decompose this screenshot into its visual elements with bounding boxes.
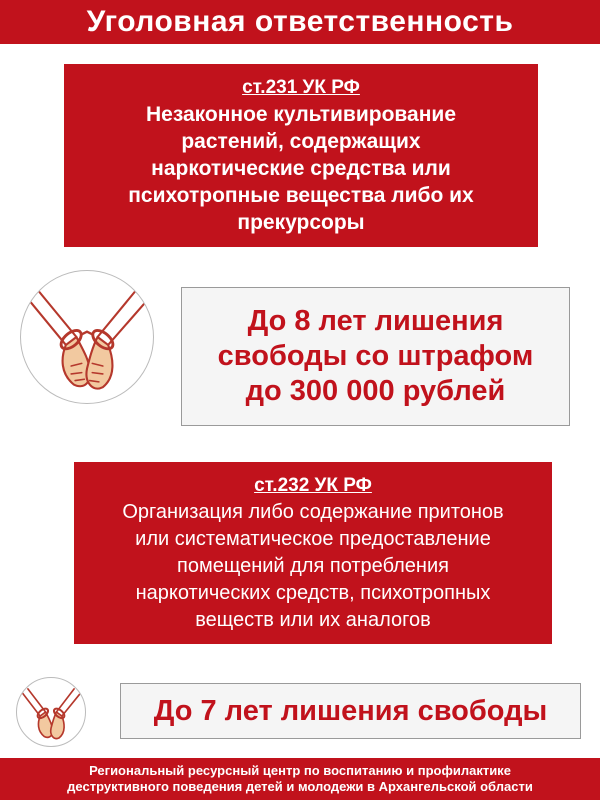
handcuffed-hands-icon bbox=[20, 270, 154, 404]
article-232-penalty-box bbox=[120, 683, 581, 739]
page-title: Уголовная ответственность bbox=[86, 5, 514, 38]
article-232-box bbox=[74, 462, 552, 644]
article-231-description: Незаконное культивирование растений, содержащих наркотические средства или психотропные вещества либо их прекурсоры bbox=[128, 103, 474, 234]
footer-banner bbox=[0, 758, 600, 800]
article-232-penalty: До 7 лет лишения свободы bbox=[153, 695, 548, 727]
handcuffed-hands-drawing-small bbox=[17, 678, 85, 746]
header-banner bbox=[0, 0, 600, 44]
handcuffed-hands-drawing bbox=[21, 271, 153, 403]
article-231-penalty-box bbox=[181, 287, 570, 426]
article-232-code: ст.232 УК РФ bbox=[254, 474, 372, 496]
footer-organization: Региональный ресурсный центр по воспитанию и профилактике деструктивного поведения детей и молодежи в Архангельской области bbox=[67, 763, 533, 794]
handcuffed-hands-icon bbox=[16, 677, 86, 747]
article-231-penalty: До 8 лет лишения свободы со штрафом до 300 000 рублей bbox=[217, 305, 534, 407]
article-232-description: Организация либо содержание притонов или систематическое предоставление помещений для потребления наркотических средств, психотропных веществ или их аналогов bbox=[122, 500, 504, 631]
article-231-box bbox=[64, 64, 538, 247]
article-231-code: ст.231 УК РФ bbox=[242, 77, 360, 98]
